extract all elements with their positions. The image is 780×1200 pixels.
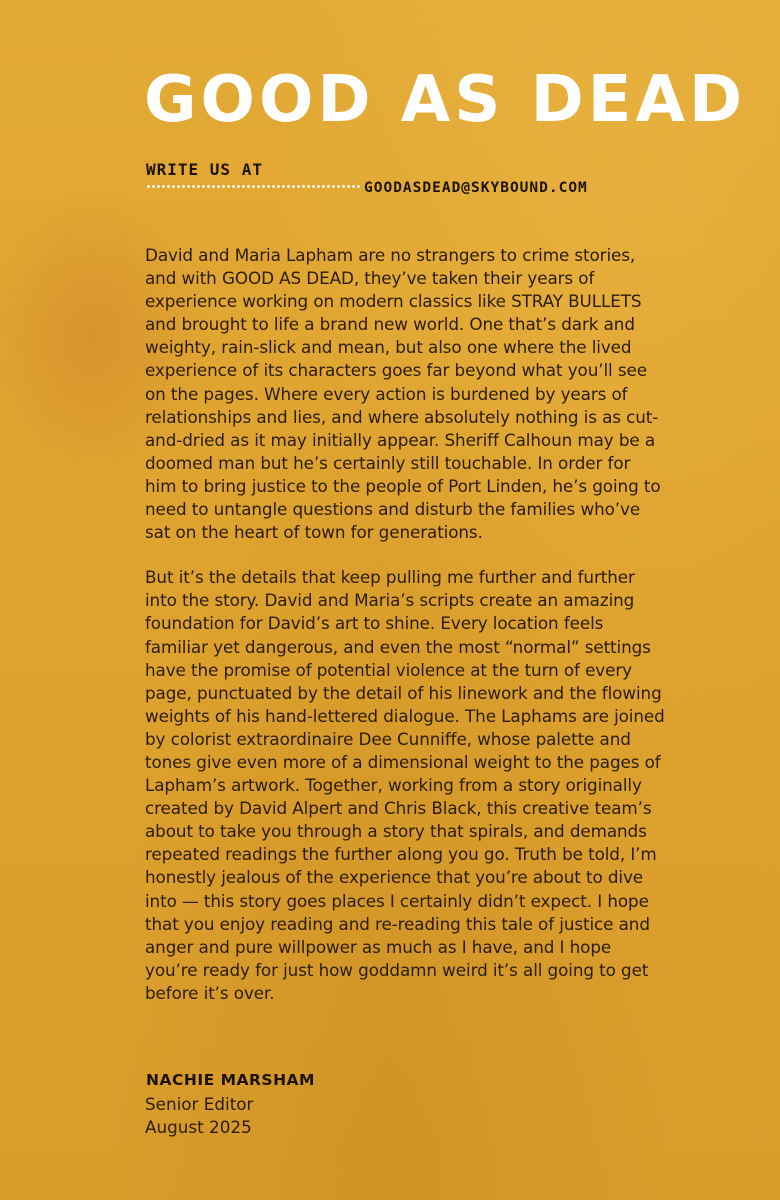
write-us-label: WRITE US AT [146, 160, 263, 179]
signature-role: Senior Editor [145, 1094, 254, 1114]
letter-body [145, 244, 665, 1027]
paragraph-1: David and Maria Lapham are no strangers to crime stories, and with GOOD AS DEAD, they’ve taken their years of experience working on modern classics like STRAY BULLETS and brought to life a brand new world. One that’s dark and weighty, rain-slick and mean, but also one where the lived experience of its characters goes far beyond what you’ll see on the pages. Where every action is burdened by years of relationships and lies, and where absolutely nothing is as cut-and-dried as it may initially appear. Sheriff Calhoun may be a doomed man but he’s certainly still touchable. In order for him to bring justice to the people of Port Linden, he’s going to need to untangle questions and disturb the families who’ve sat on the heart of town for generations. [145, 245, 661, 543]
contact-email[interactable]: GOODASDEAD@SKYBOUND.COM [364, 180, 588, 196]
signature-name: NACHIE MARSHAM [146, 1071, 315, 1089]
paragraph-2: But it’s the details that keep pulling me further and further into the story. David and Maria’s scripts create an amazing foundation for David’s art to shine. Every location feels familiar yet dangerous, and even the most “normal” settings have the promise of potential violence at the turn of every page, punctuated by the detail of his linework and the flowing weights of his hand-lettered dialogue. The Laphams are joined by colorist extraordinaire Dee Cunniffe, whose palette and tones give even more of a dimensional weight to the pages of Lapham’s artwork. Together, working from a story originally created by David Alpert and Chris Black, this creative team’s about to take you through a story that spirals, and demands repeated readings the further along you go. Truth be told, I’m honestly jealous of the experience that you’re about to dive into — this story goes places I certainly didn’t expect. I hope that you enjoy reading and re-reading this tale of justice and anger and pure willpower as much as I have, and I hope you’re ready for just how goddamn weird it’s all going to get before it’s over. [145, 567, 665, 1003]
signature-date: August 2025 [145, 1117, 252, 1137]
dotted-leader [146, 185, 360, 188]
page-title: GOOD AS DEAD [144, 63, 747, 137]
